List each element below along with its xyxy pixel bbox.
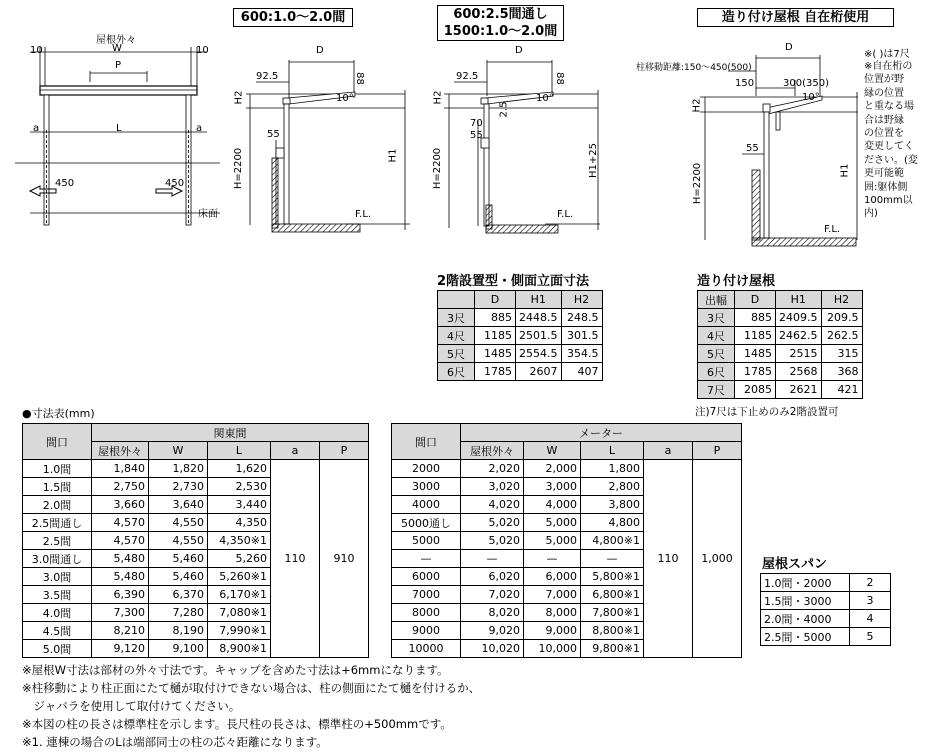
table-cell: 9,000 (524, 622, 581, 640)
table-cell: 7,020 (461, 586, 524, 604)
span-row (761, 610, 891, 628)
table-cell: 3,440 (208, 496, 271, 514)
table-cell: 9,120 (92, 640, 149, 658)
table-cell: 4,350 (208, 514, 271, 532)
diag4-note2-line: 合は野縁 (864, 114, 904, 126)
maguchi-cell: 9000 (392, 622, 461, 640)
table-cell: 2501.5 (516, 327, 562, 345)
sub-header-cell: P (693, 442, 742, 460)
table-cell: 2515 (776, 345, 822, 363)
sub-header-cell: a (644, 442, 693, 460)
diag2-92: 92.5 (256, 71, 279, 82)
kanto-group-header: 関東間 (92, 424, 369, 442)
table-cell: 7,000 (524, 586, 581, 604)
table-header-cell (438, 291, 475, 309)
table-cell: 5,460 (149, 568, 208, 586)
side-elevation-drawing-2 (444, 60, 600, 233)
table3-built-in-roof (697, 290, 863, 399)
table-cell: 354.5 (561, 345, 602, 363)
sub-header-cell: a (271, 442, 320, 460)
table-cell: 1485 (475, 345, 516, 363)
diag4-note2-line: の位置を (864, 128, 904, 140)
diag2-fl: F.L. (355, 209, 372, 220)
span-row (761, 628, 891, 646)
table-cell: 8,210 (92, 622, 149, 640)
diag3-25: 2.5 (498, 101, 510, 118)
sub-header-cell: L (208, 442, 271, 460)
maguchi-cell: 2000 (392, 460, 461, 478)
table-cell: — (581, 550, 644, 568)
table-cell: 5,800※1 (581, 568, 644, 586)
table-cell: 421 (821, 381, 862, 399)
row-header-cell: 7尺 (698, 381, 735, 399)
footnote-line: ※屋根W寸法は部材の外々寸法です。キャップを含めた寸法は+6mmになります。 (22, 663, 449, 677)
row-header-cell: 6尺 (698, 363, 735, 381)
diag4-note2 (864, 60, 918, 221)
diag2-55: 55 (267, 129, 280, 140)
table-cell: 2554.5 (516, 345, 562, 363)
roof-outer-label: 屋根外々 (96, 35, 136, 46)
span-table-title: 屋根スパン (762, 557, 828, 572)
table-cell: 6,170※1 (208, 586, 271, 604)
table-header-cell: H2 (561, 291, 602, 309)
span-label-cell: 1.0間・2000 (761, 574, 850, 592)
table-cell: 2607 (516, 363, 562, 381)
table-cell: 2,730 (149, 478, 208, 496)
dimension-table (22, 423, 742, 658)
diag4-title: 造り付け屋根 自在桁使用 (697, 8, 894, 27)
span-label-cell: 2.5間・5000 (761, 628, 850, 646)
maguchi-cell: 8000 (392, 604, 461, 622)
diag3-d: D (515, 45, 523, 56)
dim-450-right: 450 (165, 178, 185, 189)
table-header-cell: H1 (776, 291, 822, 309)
table-cell: 4,000 (524, 496, 581, 514)
table2-title: 2階設置型・側面立面寸法 (437, 274, 590, 289)
table-cell: 9,800※1 (581, 640, 644, 658)
dim-l: L (116, 123, 122, 134)
maguchi-cell: 2.5間通し (23, 514, 92, 532)
maguchi-cell: 5000 (392, 532, 461, 550)
table-cell: 7,280 (149, 604, 208, 622)
span-value-cell: 3 (850, 592, 891, 610)
maguchi-cell: 3.0間通し (23, 550, 92, 568)
diag4-150: 150 (735, 78, 755, 89)
diag3-70: 70 (470, 118, 483, 129)
row-header-cell: 4尺 (698, 327, 735, 345)
table-cell: 5,260※1 (208, 568, 271, 586)
table-cell: 8,900※1 (208, 640, 271, 658)
table-cell: 5,020 (461, 514, 524, 532)
diag3-title (437, 5, 564, 41)
table-cell: 8,020 (461, 604, 524, 622)
footnotes (22, 661, 480, 751)
diag2-h1: H1 (387, 148, 399, 163)
table-cell: 1785 (475, 363, 516, 381)
table-cell: 1,800 (581, 460, 644, 478)
span-table (760, 573, 891, 646)
table-cell: 3,640 (149, 496, 208, 514)
diag4-fl: F.L. (824, 224, 841, 235)
table-cell: 5,000 (524, 514, 581, 532)
diag4-note2-line: 位置が野 (864, 74, 904, 86)
diag4-shift: 柱移動距離:150～450(500) (636, 63, 752, 73)
table-cell: 8,190 (149, 622, 208, 640)
diag4-note2-line: ださい。(変 (864, 154, 918, 166)
table-cell: 368 (821, 363, 862, 381)
dim-10-left: 10 (30, 45, 43, 56)
table-cell: — (524, 550, 581, 568)
table-cell: 7,300 (92, 604, 149, 622)
table-header-cell: D (735, 291, 776, 309)
table-cell: 2462.5 (776, 327, 822, 345)
table-cell: 4,020 (461, 496, 524, 514)
table-cell: 9,100 (149, 640, 208, 658)
diag3-title-line2: 1500:1.0～2.0間 (443, 24, 558, 39)
table3-note: 注)7尺は下止めのみ2階設置可 (695, 406, 839, 418)
table-cell: 6,800※1 (581, 586, 644, 604)
maguchi-cell: — (392, 550, 461, 568)
footnote-line: ※本図の柱の長さは標準柱を示します。長尺柱の長さは、標準柱の+500mmです。 (22, 717, 452, 731)
table-cell: 5,460 (149, 550, 208, 568)
table-header-cell: D (475, 291, 516, 309)
diag4-h1: H1 (839, 163, 851, 178)
span-row (761, 592, 891, 610)
table-row (698, 363, 863, 381)
table-cell: 3,020 (461, 478, 524, 496)
dim-w: W (112, 43, 122, 54)
table-cell: 4,550 (149, 514, 208, 532)
maguchi-cell: 5000通し (392, 514, 461, 532)
table-cell: 2,020 (461, 460, 524, 478)
diag3-h2200: H=2200 (432, 147, 444, 190)
diag4-h2200: H=2200 (692, 162, 704, 205)
diag2-deg: 10° (336, 93, 354, 104)
diag4-d: D (785, 42, 793, 53)
row-header-cell: 5尺 (698, 345, 735, 363)
table-row (438, 363, 603, 381)
table-cell: 2,750 (92, 478, 149, 496)
footnote-line: ※柱移動により柱正面にたて樋が取付けできない場合は、柱の側面にたて樋を付けるか、 (22, 681, 481, 695)
table-row (698, 345, 863, 363)
table-cell: 4,550 (149, 532, 208, 550)
row-header-cell: 3尺 (438, 309, 475, 327)
floor-label: 床面 (198, 209, 218, 220)
span-label-cell: 2.0間・4000 (761, 610, 850, 628)
side-elevation-drawing-3 (700, 55, 858, 246)
maguchi-cell: 4000 (392, 496, 461, 514)
table-row (438, 309, 603, 327)
row-header-cell: 4尺 (438, 327, 475, 345)
dim-a-right: a (196, 123, 203, 134)
table-cell: 4,800 (581, 514, 644, 532)
table-cell: 3,000 (524, 478, 581, 496)
diag3-fl: F.L. (557, 209, 574, 220)
table-cell: 885 (475, 309, 516, 327)
diag3-h2: H2 (432, 90, 444, 105)
table-cell: 248.5 (561, 309, 602, 327)
table-cell: 301.5 (561, 327, 602, 345)
maguchi-cell: 2.0間 (23, 496, 92, 514)
table-cell: 2448.5 (516, 309, 562, 327)
diag4-note2-line: 囲:躯体側 (864, 181, 908, 193)
table-cell: 885 (735, 309, 776, 327)
table-cell: 262.5 (821, 327, 862, 345)
meter-a-cell: 110 (644, 460, 693, 658)
table-cell: 1185 (475, 327, 516, 345)
meter-p-cell: 1,000 (693, 460, 742, 658)
table-cell: 6,370 (149, 586, 208, 604)
table-header-cell: H2 (821, 291, 862, 309)
table-cell: 1,620 (208, 460, 271, 478)
table-cell: 9,020 (461, 622, 524, 640)
table-cell: 7,800※1 (581, 604, 644, 622)
table-row (438, 345, 603, 363)
maguchi-cell: 7000 (392, 586, 461, 604)
span-label-cell: 1.5間・3000 (761, 592, 850, 610)
table-cell: 6,390 (92, 586, 149, 604)
table-row (698, 327, 863, 345)
table3-title: 造り付け屋根 (697, 274, 776, 289)
maguchi-cell: 4.5間 (23, 622, 92, 640)
diag4-note1: ※( )は7尺 (864, 49, 910, 60)
maguchi-cell: 10000 (392, 640, 461, 658)
table-cell: 4,350※1 (208, 532, 271, 550)
table-cell: 407 (561, 363, 602, 381)
dim-p: P (115, 60, 122, 71)
table-cell: 6,020 (461, 568, 524, 586)
sub-header-cell: P (320, 442, 369, 460)
table-cell: 209.5 (821, 309, 862, 327)
table-cell: 6,000 (524, 568, 581, 586)
table-cell: 1185 (735, 327, 776, 345)
table-row (438, 327, 603, 345)
span-value-cell: 5 (850, 628, 891, 646)
maguchi-header: 間口 (23, 424, 92, 460)
table-cell: 5,000 (524, 532, 581, 550)
dim-a-left: a (33, 123, 40, 134)
sub-header-cell: L (581, 442, 644, 460)
table-cell: 1485 (735, 345, 776, 363)
diag4-note2-line: 更可能範 (864, 168, 904, 180)
table-cell: 2,800 (581, 478, 644, 496)
table-row (698, 309, 863, 327)
maguchi-header: 間口 (392, 424, 461, 460)
diag4-note2-line: と重なる場 (864, 101, 914, 113)
table-cell: 3,660 (92, 496, 149, 514)
column-gap (369, 424, 392, 658)
table-cell: 10,000 (524, 640, 581, 658)
dim-10-right: 10 (196, 45, 209, 56)
maguchi-cell: 3.5間 (23, 586, 92, 604)
diag2-h2200: H=2200 (233, 147, 245, 190)
kanto-p-cell: 910 (320, 460, 369, 658)
table-cell: 5,020 (461, 532, 524, 550)
sub-header-cell: W (149, 442, 208, 460)
diag4-note2-line: 内) (864, 208, 878, 220)
span-value-cell: 2 (850, 574, 891, 592)
table-cell: 7,080※1 (208, 604, 271, 622)
maguchi-cell: 4.0間 (23, 604, 92, 622)
dim-450-left: 450 (55, 178, 75, 189)
span-value-cell: 4 (850, 610, 891, 628)
front-elevation-drawing (15, 47, 220, 225)
table-cell: 1785 (735, 363, 776, 381)
main-table-label: ●寸法表(mm) (22, 407, 95, 420)
sub-header-cell: 屋根外々 (461, 442, 524, 460)
diag3-deg: 10° (536, 93, 554, 104)
maguchi-cell: 2.5間 (23, 532, 92, 550)
table-cell: 8,000 (524, 604, 581, 622)
maguchi-cell: 5.0間 (23, 640, 92, 658)
maguchi-cell: 3.0間 (23, 568, 92, 586)
table-cell: 4,800※1 (581, 532, 644, 550)
table-header-cell: H1 (516, 291, 562, 309)
row-header-cell: 6尺 (438, 363, 475, 381)
diag4-deg: 10° (802, 92, 820, 103)
table-row (698, 381, 863, 399)
row-header-cell: 5尺 (438, 345, 475, 363)
footnote-line: ※1. 連棟の場合のLは端部同士の柱の芯々距離になります。 (22, 735, 328, 749)
diag4-note2-line: 変更してく (864, 141, 914, 153)
diag3-88: 88 (553, 72, 565, 85)
maguchi-cell: 6000 (392, 568, 461, 586)
diag4-note2-line: ※自在桁の (864, 61, 913, 72)
footnote-line: ジャバラを使用して取付けてください。 (22, 699, 241, 713)
table-cell: 10,020 (461, 640, 524, 658)
table-cell: 4,570 (92, 532, 149, 550)
meter-group-header: メーター (461, 424, 742, 442)
table-cell: — (461, 550, 524, 568)
diag3-title-line1: 600:2.5間通し (453, 7, 548, 22)
diag3-92: 92.5 (456, 71, 479, 82)
diag4-55: 55 (746, 143, 759, 154)
table-cell: 7,990※1 (208, 622, 271, 640)
diag4-300: 300(350) (783, 78, 829, 89)
table-cell: 5,260 (208, 550, 271, 568)
table-header-cell: 出幅 (698, 291, 735, 309)
table-cell: 8,800※1 (581, 622, 644, 640)
maguchi-cell: 1.0間 (23, 460, 92, 478)
table-cell: 2621 (776, 381, 822, 399)
table-cell: 5,480 (92, 550, 149, 568)
table-cell: 1,840 (92, 460, 149, 478)
table-cell: 2409.5 (776, 309, 822, 327)
table-cell: 3,800 (581, 496, 644, 514)
sub-header-cell: W (524, 442, 581, 460)
table-cell: 4,570 (92, 514, 149, 532)
table-cell: 2085 (735, 381, 776, 399)
sub-header-cell: 屋根外々 (92, 442, 149, 460)
maguchi-cell: 1.5間 (23, 478, 92, 496)
table-cell: 2,000 (524, 460, 581, 478)
diag4-note2-line: 100mm以 (864, 195, 913, 207)
diag3-55: 55 (470, 130, 483, 141)
diag2-title: 600:1.0～2.0間 (233, 8, 353, 27)
diag2-88: 88 (353, 72, 365, 85)
table-cell: 315 (821, 345, 862, 363)
table-cell: 1,820 (149, 460, 208, 478)
maguchi-cell: 3000 (392, 478, 461, 496)
row-header-cell: 3尺 (698, 309, 735, 327)
diag3-h125: H1+25 (588, 143, 599, 178)
table2-side-dimensions (437, 290, 603, 381)
table-cell: 2568 (776, 363, 822, 381)
diag4-h2: H2 (691, 98, 703, 113)
table-cell: 2,530 (208, 478, 271, 496)
diag2-d: D (316, 45, 324, 56)
table-cell: 5,480 (92, 568, 149, 586)
diag4-note2-line: 縁の位置 (864, 87, 904, 99)
side-elevation-drawing-1 (246, 60, 410, 232)
kanto-a-cell: 110 (271, 460, 320, 658)
diag2-h2: H2 (233, 90, 245, 105)
span-row (761, 574, 891, 592)
